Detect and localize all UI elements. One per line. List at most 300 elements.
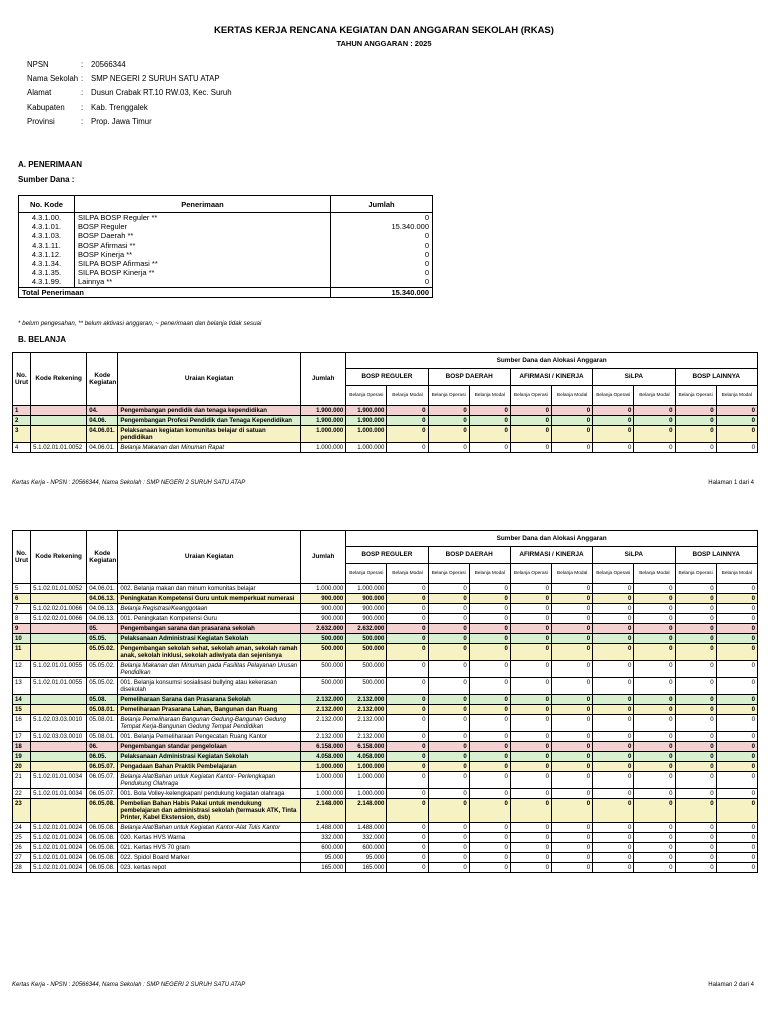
row-zero-value: 0 [634,742,675,752]
row-zero-value: 0 [634,624,675,634]
row-zero-value: 0 [469,823,510,833]
row-zero-value: 0 [428,863,469,873]
row-zero-value: 0 [469,661,510,678]
row-zero-value: 0 [428,426,469,443]
row-zero-value: 0 [552,624,593,634]
penerimaan-name: SILPA BOSP Kinerja ** [75,268,331,277]
row-kode-rekening [31,705,87,715]
belanja-row [13,742,758,752]
row-zero-value: 0 [716,772,757,789]
belanja-row [13,634,758,644]
info-label: Provinsi [27,116,55,126]
row-zero-value: 0 [428,443,469,453]
row-uraian: 020. Kertas HVS Warna [118,833,301,843]
row-jumlah: 500.000 [301,678,346,695]
row-uraian: 022. Spidol Board Marker [118,853,301,863]
row-zero-value: 0 [675,695,716,705]
row-uraian: 023. kertas repot [118,863,301,873]
info-sep: : [81,102,84,112]
col-belanja-modal: Belanja Modal [469,564,510,584]
row-zero-value: 0 [510,624,551,634]
row-zero-value: 0 [716,614,757,624]
row-reguler-operasi: 2.132.000 [346,732,387,742]
row-zero-value: 0 [634,843,675,853]
row-zero-value: 0 [593,799,634,823]
penerimaan-row [19,268,433,277]
row-zero-value: 0 [510,426,551,443]
row-uraian: 001. Belanja konsumsi sosialisasi bullying atau kekerasan disekolah [118,678,301,695]
row-zero-value: 0 [716,695,757,705]
row-reguler-operasi: 1.000.000 [346,426,387,443]
row-jumlah: 500.000 [301,634,346,644]
row-kode-kegiatan: 05.08.01. [87,705,118,715]
row-zero-value: 0 [510,863,551,873]
row-zero-value: 0 [593,789,634,799]
row-zero-value: 0 [552,799,593,823]
row-uraian: 001. Peningkatan Kompetensi Guru [118,614,301,624]
row-no: 26 [13,843,31,853]
row-reguler-operasi: 900.000 [346,614,387,624]
row-zero-value: 0 [634,799,675,823]
col-belanja-modal: Belanja Modal [634,386,675,406]
row-kode-kegiatan: 06.05.08. [87,799,118,823]
row-uraian: Peningkatan Kompetensi Guru untuk memperkuat numerasi [118,594,301,604]
row-no: 22 [13,789,31,799]
row-kode-kegiatan: 05.08.01. [87,732,118,742]
belanja-table-page-1 [12,352,758,453]
row-no: 4 [13,443,31,453]
info-row [27,86,232,100]
row-zero-value: 0 [510,715,551,732]
row-kode-kegiatan: 04.06.01. [87,584,118,594]
belanja-row [13,644,758,661]
col-belanja-modal: Belanja Modal [387,386,428,406]
row-zero-value: 0 [510,705,551,715]
row-zero-value: 0 [634,853,675,863]
row-jumlah: 1.000.000 [301,584,346,594]
row-zero-value: 0 [552,833,593,843]
page-number: Halaman 1 dari 4 [708,480,754,486]
col-group: AFIRMASI / KINERJA [510,369,592,386]
penerimaan-row [19,213,433,223]
row-zero-value: 0 [469,426,510,443]
row-reguler-operasi: 1.000.000 [346,443,387,453]
row-kode-rekening: 5.1.02.01.01.0024 [31,833,87,843]
row-zero-value: 0 [634,426,675,443]
belanja-row [13,443,758,453]
row-zero-value: 0 [593,752,634,762]
info-row [27,72,232,86]
row-zero-value: 0 [552,426,593,443]
row-zero-value: 0 [675,705,716,715]
row-zero-value: 0 [593,695,634,705]
col-group: BOSP DAERAH [428,547,510,564]
row-no: 5 [13,584,31,594]
row-kode-kegiatan: 06.05.08. [87,823,118,833]
row-zero-value: 0 [552,661,593,678]
belanja-table-page-2 [12,530,758,873]
budget-year: TAHUN ANGGARAN : 2025 [336,39,432,48]
row-zero-value: 0 [593,833,634,843]
row-zero-value: 0 [469,634,510,644]
row-uraian: Pelaksanaan Administrasi Kegiatan Sekolah [118,634,301,644]
row-zero-value: 0 [675,406,716,416]
row-kode-kegiatan: 04.06. [87,416,118,426]
row-zero-value: 0 [469,742,510,752]
col-belanja-operasi: Belanja Operasi [593,386,634,406]
row-reguler-operasi: 500.000 [346,644,387,661]
belanja-row [13,823,758,833]
row-kode-rekening: 5.1.02.01.01.0034 [31,789,87,799]
row-jumlah: 332.000 [301,833,346,843]
row-uraian: Pemeliharaan Prasarana Lahan, Bangunan dan Ruang [118,705,301,715]
row-zero-value: 0 [552,752,593,762]
row-reguler-operasi: 2.148.000 [346,799,387,823]
row-zero-value: 0 [510,634,551,644]
row-uraian: Pembelian Bahan Habis Pakai untuk mendukung pembelajaran dan administrasi sekolah (termasuk ATK, Tinta Printer, Kabel Ekstension, dsb) [118,799,301,823]
row-zero-value: 0 [593,661,634,678]
row-zero-value: 0 [716,406,757,416]
row-zero-value: 0 [552,705,593,715]
school-info [27,58,232,129]
row-zero-value: 0 [387,594,428,604]
row-zero-value: 0 [675,443,716,453]
belanja-row [13,853,758,863]
col-group: BOSP DAERAH [428,369,510,386]
row-kode-kegiatan: 06.05.07. [87,762,118,772]
row-no: 18 [13,742,31,752]
row-zero-value: 0 [428,406,469,416]
source-label: Sumber Dana : [18,175,75,184]
total-label: Total Penerimaan [19,287,331,297]
row-kode-kegiatan: 05.05.02. [87,678,118,695]
row-kode-kegiatan: 04.06.01. [87,426,118,443]
row-zero-value: 0 [387,584,428,594]
row-zero-value: 0 [387,799,428,823]
row-uraian: Belanja Alat/Bahan untuk Kegiatan Kantor-Alat Tulis Kantor [118,823,301,833]
row-zero-value: 0 [510,833,551,843]
row-jumlah: 2.132.000 [301,732,346,742]
row-zero-value: 0 [552,406,593,416]
row-jumlah: 600.000 [301,843,346,853]
row-zero-value: 0 [593,644,634,661]
row-zero-value: 0 [675,762,716,772]
row-zero-value: 0 [469,833,510,843]
row-zero-value: 0 [469,705,510,715]
row-no: 10 [13,634,31,644]
col-belanja-modal: Belanja Modal [387,564,428,584]
belanja-row [13,584,758,594]
row-kode-rekening: 5.1.02.01.01.0034 [31,772,87,789]
row-reguler-operasi: 900.000 [346,594,387,604]
row-zero-value: 0 [593,624,634,634]
row-zero-value: 0 [469,762,510,772]
page-number-2: Halaman 2 dari 4 [708,982,754,988]
row-no: 3 [13,426,31,443]
row-zero-value: 0 [716,843,757,853]
col-belanja-operasi: Belanja Operasi [346,564,387,584]
row-uraian: Belanja Makanan dan Minuman pada Fasilitas Pelayanan Urusan Pendidikan [118,661,301,678]
col-group: BOSP REGULER [346,369,428,386]
info-label: NPSN [27,60,49,69]
row-zero-value: 0 [510,799,551,823]
row-zero-value: 0 [428,823,469,833]
row-zero-value: 0 [387,789,428,799]
penerimaan-name: BOSP Reguler [75,222,331,231]
col-group: BOSP REGULER [346,547,428,564]
row-zero-value: 0 [593,634,634,644]
row-reguler-operasi: 1.900.000 [346,406,387,416]
row-no: 7 [13,604,31,614]
row-jumlah: 1.000.000 [301,443,346,453]
col-no: No. Urut [13,531,31,584]
row-zero-value: 0 [593,853,634,863]
row-kode-rekening [31,416,87,426]
row-kode-kegiatan: 04.06.13. [87,614,118,624]
col-sumber-dana: Sumber Dana dan Alokasi Anggaran [346,531,758,547]
row-reguler-operasi: 6.158.000 [346,742,387,752]
row-reguler-operasi: 900.000 [346,604,387,614]
col-belanja-modal: Belanja Modal [716,564,757,584]
row-zero-value: 0 [593,584,634,594]
row-zero-value: 0 [387,715,428,732]
row-kode-rekening [31,762,87,772]
row-zero-value: 0 [387,863,428,873]
row-zero-value: 0 [469,799,510,823]
row-zero-value: 0 [428,695,469,705]
col-sumber-dana: Sumber Dana dan Alokasi Anggaran [346,353,758,369]
row-zero-value: 0 [387,772,428,789]
row-zero-value: 0 [552,644,593,661]
col-belanja-modal: Belanja Modal [552,386,593,406]
info-sep: : [81,88,84,98]
row-zero-value: 0 [552,853,593,863]
row-zero-value: 0 [552,742,593,752]
row-zero-value: 0 [675,789,716,799]
row-zero-value: 0 [387,762,428,772]
row-zero-value: 0 [469,853,510,863]
row-reguler-operasi: 2.132.000 [346,715,387,732]
row-zero-value: 0 [716,426,757,443]
col-belanja-operasi: Belanja Operasi [675,386,716,406]
info-label: Nama Sekolah [27,74,79,84]
row-zero-value: 0 [510,604,551,614]
row-reguler-operasi: 165.000 [346,863,387,873]
row-zero-value: 0 [428,789,469,799]
row-zero-value: 0 [428,772,469,789]
row-reguler-operasi: 2.132.000 [346,695,387,705]
row-uraian: Pengembangan standar pengelolaan [118,742,301,752]
row-zero-value: 0 [675,594,716,604]
row-zero-value: 0 [716,833,757,843]
row-zero-value: 0 [469,695,510,705]
row-zero-value: 0 [716,705,757,715]
row-zero-value: 0 [387,823,428,833]
row-zero-value: 0 [428,634,469,644]
belanja-row [13,772,758,789]
row-kode-kegiatan: 06.05.08. [87,863,118,873]
penerimaan-name: Lainnya ** [75,277,331,287]
row-reguler-operasi: 4.058.000 [346,752,387,762]
penerimaan-total-row [19,287,433,297]
row-jumlah: 2.132.000 [301,705,346,715]
row-zero-value: 0 [510,823,551,833]
penerimaan-amount: 0 [331,250,433,259]
row-kode-kegiatan: 06.05.08. [87,843,118,853]
row-zero-value: 0 [387,705,428,715]
belanja-row [13,752,758,762]
col-belanja-modal: Belanja Modal [469,386,510,406]
row-uraian: Pengembangan pendidik dan tenaga kependidikan [118,406,301,416]
row-jumlah: 1.900.000 [301,406,346,416]
row-uraian: Pengembangan sekolah sehat, sekolah aman, sekolah ramah anak, sekolah inklusi, sekolah adiwiyata dan sejenisnya [118,644,301,661]
row-no: 1 [13,406,31,416]
row-jumlah: 95.000 [301,853,346,863]
row-reguler-operasi: 500.000 [346,661,387,678]
row-zero-value: 0 [593,863,634,873]
row-zero-value: 0 [387,406,428,416]
penerimaan-table [18,195,433,298]
info-label: Alamat [27,88,52,98]
row-kode-kegiatan: 05.05. [87,634,118,644]
row-zero-value: 0 [428,715,469,732]
row-zero-value: 0 [675,584,716,594]
row-kode-rekening [31,634,87,644]
col-belanja-operasi: Belanja Operasi [593,564,634,584]
row-zero-value: 0 [675,853,716,863]
row-jumlah: 6.158.000 [301,742,346,752]
row-zero-value: 0 [510,732,551,742]
row-jumlah: 1.000.000 [301,426,346,443]
penerimaan-note: * belum pengesahan, ** belum aktivasi anggaran, ~ penerimaan dan belanja tidak sesuai [18,320,262,327]
row-zero-value: 0 [387,604,428,614]
penerimaan-name: SILPA BOSP Afirmasi ** [75,259,331,268]
penerimaan-name: SILPA BOSP Reguler ** [75,213,331,223]
row-uraian: Pengadaan Bahan Praktik Pembelajaran [118,762,301,772]
penerimaan-row [19,241,433,250]
row-zero-value: 0 [593,594,634,604]
row-kode-rekening: 5.1.02.02.01.0066 [31,604,87,614]
row-zero-value: 0 [634,715,675,732]
row-kode-kegiatan: 04.06.13. [87,594,118,604]
row-zero-value: 0 [552,843,593,853]
row-zero-value: 0 [469,406,510,416]
belanja-row [13,416,758,426]
row-zero-value: 0 [675,799,716,823]
row-zero-value: 0 [510,695,551,705]
row-zero-value: 0 [428,705,469,715]
col-belanja-operasi: Belanja Operasi [675,564,716,584]
col-jumlah: Jumlah [301,353,346,406]
row-no: 9 [13,624,31,634]
row-zero-value: 0 [552,443,593,453]
row-zero-value: 0 [593,762,634,772]
row-zero-value: 0 [675,715,716,732]
row-jumlah: 500.000 [301,661,346,678]
row-zero-value: 0 [510,594,551,604]
row-zero-value: 0 [510,416,551,426]
row-zero-value: 0 [675,863,716,873]
row-uraian: Pelaksanaan Administrasi Kegiatan Sekolah [118,752,301,762]
penerimaan-amount: 0 [331,259,433,268]
row-zero-value: 0 [428,742,469,752]
row-zero-value: 0 [510,772,551,789]
row-zero-value: 0 [634,772,675,789]
row-zero-value: 0 [634,634,675,644]
row-zero-value: 0 [593,742,634,752]
row-uraian: Belanja Pemeliharaan Bangunan Gedung-Bangunan Gedung Tempat Kerja-Bangunan Gedung Tempat Pendidikan [118,715,301,732]
row-kode-rekening: 5.1.02.01.01.0024 [31,843,87,853]
row-no: 20 [13,762,31,772]
penerimaan-name: BOSP Afirmasi ** [75,241,331,250]
col-kode-kegiatan: Kode Kegiatan [87,531,118,584]
row-reguler-operasi: 95.000 [346,853,387,863]
col-kode-kegiatan: Kode Kegiatan [87,353,118,406]
col-group: BOSP LAINNYA [675,369,758,386]
belanja-row [13,624,758,634]
row-kode-kegiatan: 05.05.02. [87,644,118,661]
row-reguler-operasi: 1.000.000 [346,762,387,772]
penerimaan-amount: 0 [331,213,433,223]
row-jumlah: 900.000 [301,604,346,614]
row-zero-value: 0 [634,695,675,705]
row-zero-value: 0 [510,752,551,762]
row-zero-value: 0 [387,678,428,695]
row-uraian: Pemeliharaan Sarana dan Prasarana Sekolah [118,695,301,705]
row-zero-value: 0 [716,594,757,604]
row-zero-value: 0 [428,833,469,843]
row-zero-value: 0 [428,762,469,772]
row-zero-value: 0 [716,715,757,732]
row-zero-value: 0 [428,624,469,634]
row-reguler-operasi: 1.488.000 [346,823,387,833]
row-zero-value: 0 [469,624,510,634]
row-no: 25 [13,833,31,843]
row-zero-value: 0 [716,624,757,634]
row-zero-value: 0 [716,634,757,644]
row-zero-value: 0 [387,644,428,661]
row-uraian: 001. Bola Volley-kelengkapan/ pendukung kegiatan olahraga [118,789,301,799]
belanja-row [13,799,758,823]
row-kode-rekening [31,752,87,762]
row-zero-value: 0 [716,644,757,661]
row-zero-value: 0 [634,406,675,416]
row-zero-value: 0 [552,584,593,594]
row-zero-value: 0 [428,732,469,742]
row-zero-value: 0 [552,762,593,772]
row-zero-value: 0 [675,426,716,443]
row-uraian: Pengembangan sarana dan prasarana sekolah [118,624,301,634]
belanja-row [13,732,758,742]
row-jumlah: 1.000.000 [301,762,346,772]
row-no: 14 [13,695,31,705]
row-zero-value: 0 [634,644,675,661]
row-reguler-operasi: 1.000.000 [346,789,387,799]
row-zero-value: 0 [593,843,634,853]
row-kode-rekening [31,644,87,661]
row-zero-value: 0 [675,772,716,789]
row-jumlah: 2.632.000 [301,624,346,634]
row-kode-kegiatan: 04.06.01. [87,443,118,453]
belanja-row [13,604,758,614]
row-zero-value: 0 [593,406,634,416]
penerimaan-code: 4.3.1.01. [19,222,75,231]
row-zero-value: 0 [552,772,593,789]
row-zero-value: 0 [510,443,551,453]
col-belanja-operasi: Belanja Operasi [510,386,551,406]
row-zero-value: 0 [634,789,675,799]
row-zero-value: 0 [387,624,428,634]
